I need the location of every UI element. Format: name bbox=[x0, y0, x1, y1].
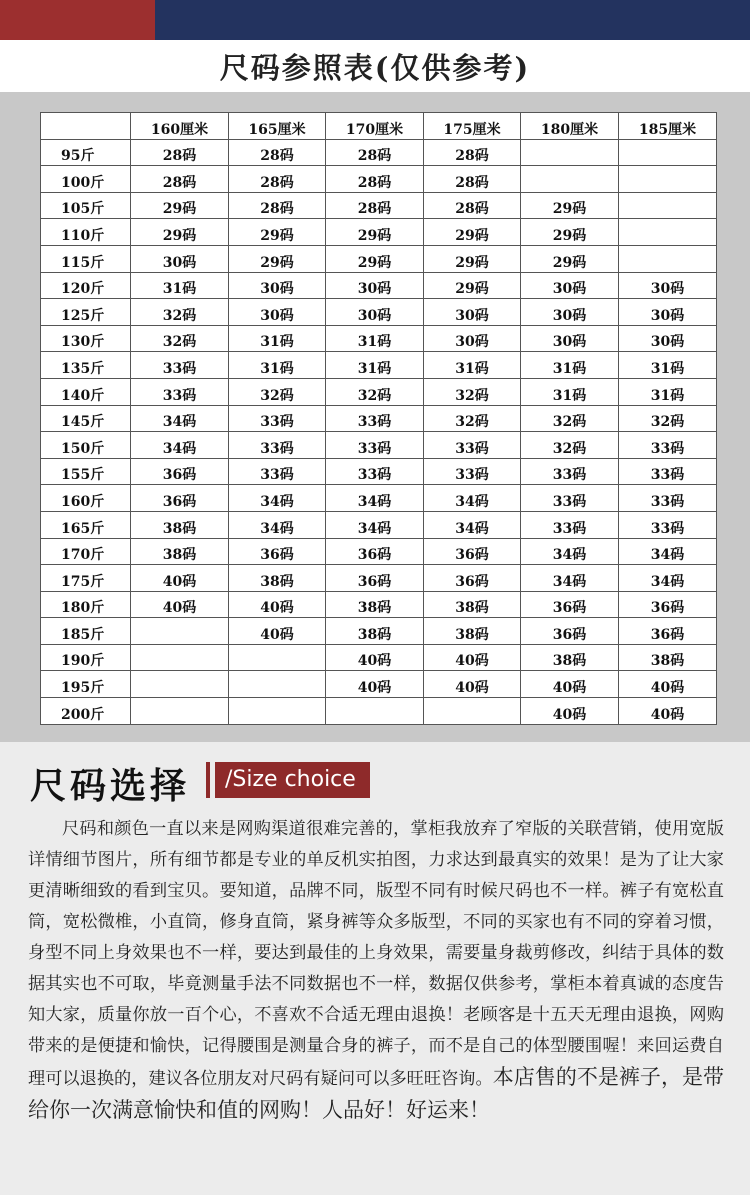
size-cell: 38码 bbox=[326, 591, 424, 618]
table-row bbox=[41, 272, 717, 299]
weight-cell: 130斤 bbox=[41, 325, 131, 352]
size-cell: 28码 bbox=[229, 192, 326, 219]
table-row bbox=[41, 458, 717, 485]
size-cell: 31码 bbox=[619, 378, 717, 405]
weight-cell: 175斤 bbox=[41, 565, 131, 592]
size-table-panel bbox=[0, 92, 750, 742]
size-cell: 40码 bbox=[521, 671, 619, 698]
size-cell: 36码 bbox=[521, 618, 619, 645]
size-cell: 33码 bbox=[229, 458, 326, 485]
table-row bbox=[41, 618, 717, 645]
size-cell: 34码 bbox=[326, 485, 424, 512]
size-cell: 30码 bbox=[521, 272, 619, 299]
table-row bbox=[41, 511, 717, 538]
size-cell bbox=[619, 166, 717, 193]
table-row bbox=[41, 378, 717, 405]
size-cell: 32码 bbox=[424, 405, 521, 432]
size-cell: 30码 bbox=[326, 299, 424, 326]
size-cell: 34码 bbox=[424, 485, 521, 512]
weight-cell: 100斤 bbox=[41, 166, 131, 193]
size-cell: 29码 bbox=[229, 219, 326, 246]
size-cell bbox=[229, 671, 326, 698]
size-cell bbox=[521, 139, 619, 166]
size-cell: 30码 bbox=[521, 325, 619, 352]
size-cell bbox=[131, 671, 229, 698]
size-cell: 30码 bbox=[229, 299, 326, 326]
size-cell: 36码 bbox=[131, 458, 229, 485]
size-cell: 33码 bbox=[521, 458, 619, 485]
size-cell: 29码 bbox=[521, 192, 619, 219]
weight-cell: 110斤 bbox=[41, 219, 131, 246]
size-cell: 32码 bbox=[424, 378, 521, 405]
size-cell: 31码 bbox=[619, 352, 717, 379]
table-row bbox=[41, 405, 717, 432]
table-row bbox=[41, 325, 717, 352]
weight-cell: 115斤 bbox=[41, 245, 131, 272]
size-cell: 33码 bbox=[619, 485, 717, 512]
size-cell: 33码 bbox=[619, 511, 717, 538]
size-cell: 32码 bbox=[131, 299, 229, 326]
weight-cell: 185斤 bbox=[41, 618, 131, 645]
table-row bbox=[41, 432, 717, 459]
size-cell: 29码 bbox=[521, 245, 619, 272]
size-cell: 34码 bbox=[619, 538, 717, 565]
size-cell bbox=[424, 698, 521, 725]
size-cell: 31码 bbox=[521, 352, 619, 379]
size-cell: 30码 bbox=[326, 272, 424, 299]
size-choice-badge: /Size choice bbox=[215, 762, 370, 798]
size-cell: 31码 bbox=[229, 352, 326, 379]
table-row bbox=[41, 192, 717, 219]
size-cell: 33码 bbox=[131, 352, 229, 379]
size-cell: 36码 bbox=[424, 538, 521, 565]
table-header-height: 180厘米 bbox=[521, 113, 619, 140]
size-cell: 33码 bbox=[619, 458, 717, 485]
weight-cell: 200斤 bbox=[41, 698, 131, 725]
size-cell: 34码 bbox=[131, 405, 229, 432]
size-cell: 29码 bbox=[424, 272, 521, 299]
size-cell: 30码 bbox=[131, 245, 229, 272]
size-cell: 30码 bbox=[619, 272, 717, 299]
size-cell: 40码 bbox=[131, 591, 229, 618]
size-cell: 33码 bbox=[326, 458, 424, 485]
size-cell: 28码 bbox=[229, 166, 326, 193]
weight-cell: 170斤 bbox=[41, 538, 131, 565]
size-cell: 31码 bbox=[326, 325, 424, 352]
size-cell: 40码 bbox=[424, 644, 521, 671]
size-cell: 32码 bbox=[326, 378, 424, 405]
weight-cell: 160斤 bbox=[41, 485, 131, 512]
size-cell: 31码 bbox=[326, 352, 424, 379]
size-cell: 34码 bbox=[229, 511, 326, 538]
size-cell: 33码 bbox=[131, 378, 229, 405]
size-cell: 28码 bbox=[131, 139, 229, 166]
weight-cell: 95斤 bbox=[41, 139, 131, 166]
size-cell: 31码 bbox=[521, 378, 619, 405]
size-cell bbox=[619, 192, 717, 219]
size-cell: 33码 bbox=[619, 432, 717, 459]
size-cell: 28码 bbox=[424, 192, 521, 219]
table-header-height: 185厘米 bbox=[619, 113, 717, 140]
size-cell bbox=[326, 698, 424, 725]
size-cell: 38码 bbox=[424, 591, 521, 618]
table-header-row bbox=[41, 113, 717, 140]
size-choice-body-text: 尺码和颜色一直以来是网购渠道很难完善的，掌柜我放弃了窄版的关联营销，使用宽版详情细节图片，所有细节都是专业的单反机实拍图，力求达到最真实的效果！是为了让大家更清晰细致的看到宝贝。要知道，品牌不同，版型不同有时候尺码也不一样。裤子有宽松直筒，宽松微椎，小直筒，修身直筒，紧身裤等众多版型，不同的买家也有不同的穿着习惯，身型不同上身效果也不一样，要达到最佳的上身效果，需要量身裁剪修改，纠结于具体的数据其实也不可取，毕竟测量手法不同数据也不一样，数据仅供参考，掌柜本着真诚的态度告知大家，质量你放一百个心，不喜欢不合适无理由退换！老顾客是十五天无理由退换，网购带来的是便捷和愉快，记得腰围是测量合身的裤子，而不是自己的体型腰围喔！来回运费自理可以退换的，建议各位朋友对尺码有疑问可以多旺旺咨询。 bbox=[28, 819, 724, 1089]
weight-cell: 140斤 bbox=[41, 378, 131, 405]
weight-cell: 155斤 bbox=[41, 458, 131, 485]
table-row bbox=[41, 219, 717, 246]
size-cell: 40码 bbox=[229, 618, 326, 645]
size-cell: 29码 bbox=[521, 219, 619, 246]
size-cell: 38码 bbox=[424, 618, 521, 645]
size-cell: 30码 bbox=[619, 325, 717, 352]
size-cell: 36码 bbox=[326, 565, 424, 592]
size-cell: 40码 bbox=[229, 591, 326, 618]
table-row bbox=[41, 139, 717, 166]
size-cell: 34码 bbox=[521, 565, 619, 592]
size-cell bbox=[619, 219, 717, 246]
table-header-height: 165厘米 bbox=[229, 113, 326, 140]
size-cell bbox=[229, 698, 326, 725]
table-body bbox=[41, 139, 717, 724]
size-choice-body bbox=[28, 814, 724, 1128]
table-header-corner bbox=[41, 113, 131, 140]
size-cell: 36码 bbox=[229, 538, 326, 565]
top-bar-red-block bbox=[0, 0, 155, 40]
size-cell: 31码 bbox=[424, 352, 521, 379]
weight-cell: 190斤 bbox=[41, 644, 131, 671]
size-cell: 34码 bbox=[326, 511, 424, 538]
size-cell: 40码 bbox=[131, 565, 229, 592]
size-cell bbox=[521, 166, 619, 193]
size-cell: 30码 bbox=[619, 299, 717, 326]
weight-cell: 165斤 bbox=[41, 511, 131, 538]
size-cell bbox=[131, 618, 229, 645]
size-cell: 30码 bbox=[229, 272, 326, 299]
size-cell: 40码 bbox=[619, 671, 717, 698]
size-cell: 40码 bbox=[326, 644, 424, 671]
size-cell: 38码 bbox=[619, 644, 717, 671]
weight-cell: 120斤 bbox=[41, 272, 131, 299]
size-cell: 40码 bbox=[521, 698, 619, 725]
size-cell: 33码 bbox=[229, 432, 326, 459]
size-cell: 33码 bbox=[424, 458, 521, 485]
size-cell: 36码 bbox=[619, 618, 717, 645]
top-color-bar bbox=[0, 0, 750, 40]
size-cell: 40码 bbox=[326, 671, 424, 698]
size-cell: 36码 bbox=[521, 591, 619, 618]
size-cell bbox=[131, 644, 229, 671]
size-cell: 32码 bbox=[521, 405, 619, 432]
size-cell bbox=[131, 698, 229, 725]
table-row bbox=[41, 538, 717, 565]
size-cell: 29码 bbox=[131, 219, 229, 246]
size-cell: 29码 bbox=[131, 192, 229, 219]
table-row bbox=[41, 352, 717, 379]
size-cell: 33码 bbox=[424, 432, 521, 459]
size-choice-emphasis: 本店售的不是裤子，是带给你一次满意愉快和值的网购！人品好！好运来！ bbox=[28, 1065, 724, 1122]
size-cell: 32码 bbox=[521, 432, 619, 459]
size-cell: 31码 bbox=[131, 272, 229, 299]
size-cell: 30码 bbox=[521, 299, 619, 326]
weight-cell: 125斤 bbox=[41, 299, 131, 326]
size-cell: 36码 bbox=[326, 538, 424, 565]
weight-cell: 105斤 bbox=[41, 192, 131, 219]
size-cell: 40码 bbox=[424, 671, 521, 698]
table-header-height: 170厘米 bbox=[326, 113, 424, 140]
size-cell: 28码 bbox=[424, 166, 521, 193]
size-cell: 30码 bbox=[424, 299, 521, 326]
size-cell: 32码 bbox=[131, 325, 229, 352]
weight-cell: 145斤 bbox=[41, 405, 131, 432]
size-cell: 34码 bbox=[131, 432, 229, 459]
size-cell: 29码 bbox=[424, 219, 521, 246]
size-table bbox=[40, 112, 717, 725]
table-row bbox=[41, 485, 717, 512]
table-row bbox=[41, 591, 717, 618]
size-cell: 32码 bbox=[619, 405, 717, 432]
table-row bbox=[41, 644, 717, 671]
table-row bbox=[41, 245, 717, 272]
size-cell: 36码 bbox=[424, 565, 521, 592]
size-cell: 34码 bbox=[521, 538, 619, 565]
size-cell: 29码 bbox=[229, 245, 326, 272]
size-cell: 30码 bbox=[424, 325, 521, 352]
size-cell: 36码 bbox=[131, 485, 229, 512]
size-cell: 38码 bbox=[131, 511, 229, 538]
size-cell: 28码 bbox=[326, 192, 424, 219]
size-cell: 33码 bbox=[326, 405, 424, 432]
size-cell: 32码 bbox=[229, 378, 326, 405]
size-cell: 28码 bbox=[131, 166, 229, 193]
size-cell: 33码 bbox=[521, 511, 619, 538]
size-cell: 29码 bbox=[326, 245, 424, 272]
size-cell: 33码 bbox=[521, 485, 619, 512]
size-choice-section bbox=[0, 742, 750, 1195]
size-cell: 34码 bbox=[424, 511, 521, 538]
weight-cell: 195斤 bbox=[41, 671, 131, 698]
size-cell: 29码 bbox=[424, 245, 521, 272]
size-chart-header bbox=[0, 40, 750, 92]
size-choice-title: 尺码选择 bbox=[30, 766, 191, 807]
table-row bbox=[41, 299, 717, 326]
size-cell: 38码 bbox=[521, 644, 619, 671]
size-cell: 36码 bbox=[619, 591, 717, 618]
size-cell bbox=[619, 245, 717, 272]
size-cell: 28码 bbox=[326, 139, 424, 166]
weight-cell: 135斤 bbox=[41, 352, 131, 379]
table-row bbox=[41, 698, 717, 725]
size-cell: 40码 bbox=[619, 698, 717, 725]
size-cell: 31码 bbox=[229, 325, 326, 352]
size-cell: 38码 bbox=[326, 618, 424, 645]
size-cell bbox=[619, 139, 717, 166]
table-header-height: 160厘米 bbox=[131, 113, 229, 140]
table-row bbox=[41, 565, 717, 592]
table-header-height: 175厘米 bbox=[424, 113, 521, 140]
weight-cell: 180斤 bbox=[41, 591, 131, 618]
size-cell: 34码 bbox=[619, 565, 717, 592]
size-cell: 33码 bbox=[229, 405, 326, 432]
size-cell bbox=[229, 644, 326, 671]
weight-cell: 150斤 bbox=[41, 432, 131, 459]
size-cell: 38码 bbox=[229, 565, 326, 592]
size-cell: 28码 bbox=[229, 139, 326, 166]
size-cell: 38码 bbox=[131, 538, 229, 565]
top-bar-navy-block bbox=[155, 0, 750, 40]
size-cell: 33码 bbox=[326, 432, 424, 459]
size-chart-title: 尺码参照表(仅供参考) bbox=[219, 51, 531, 85]
size-cell: 28码 bbox=[424, 139, 521, 166]
size-cell: 34码 bbox=[229, 485, 326, 512]
table-row bbox=[41, 671, 717, 698]
table-row bbox=[41, 166, 717, 193]
size-cell: 28码 bbox=[326, 166, 424, 193]
size-cell: 29码 bbox=[326, 219, 424, 246]
